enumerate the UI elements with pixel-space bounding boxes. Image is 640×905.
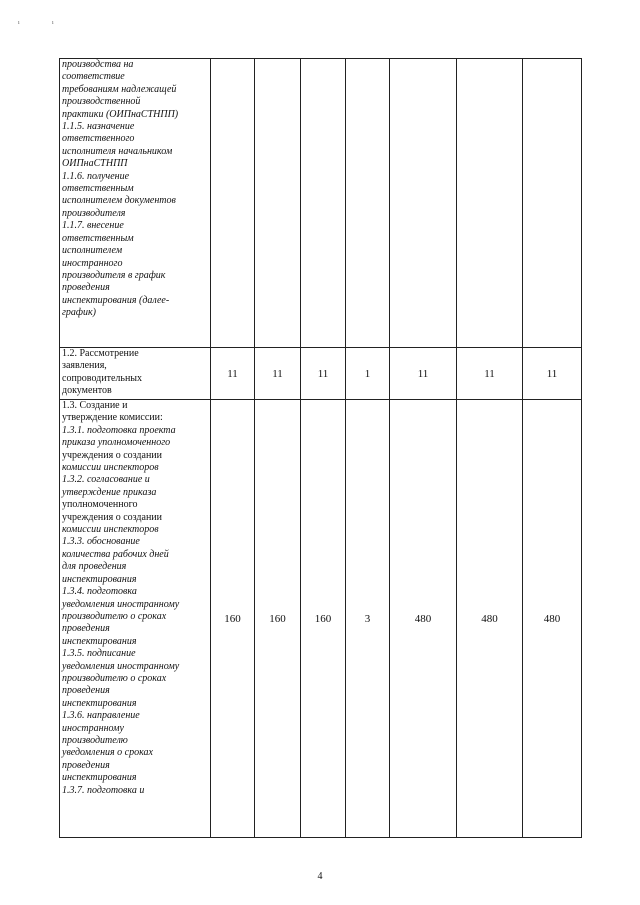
value-cell: 11 [523,348,582,400]
value-cell: 480 [390,400,457,838]
value-cell: 480 [457,400,523,838]
description-line: иностранному [62,722,124,734]
description-line: 1.3.2. согласование и [62,474,150,486]
description-line: 1.2. Рассмотрение [62,348,139,359]
value-cell: 160 [301,400,346,838]
stage-description-cell [60,400,211,838]
value-cell [301,59,346,348]
value-cell: 11 [255,348,301,400]
description-line: 1.1.5. назначение [62,121,135,133]
table-row [60,59,582,348]
description-line: инспектирования [62,697,137,709]
value-cell [390,59,457,348]
table-row [60,400,582,838]
description-line: проведения [62,685,110,697]
description-line: учреждения о создании [62,511,162,523]
description-line: 1.3. Создание и [62,400,128,411]
description-line: для проведения [62,561,127,573]
description-line: производителю о сроках [62,672,167,684]
description-line: производителю [62,734,128,746]
description-line: проведения [62,282,110,294]
description-line: 1.3.5. подписание [62,648,136,660]
description-line: документов [62,385,112,397]
value-cell [346,59,390,348]
description-line: ОИПнаСТНПП [62,158,128,170]
description-line: 1.3.3. обоснование [62,536,140,548]
description-line: уведомления иностранному [62,660,180,672]
description-line: 1.3.7. подготовка и [62,784,145,796]
description-line: проведения [62,759,110,771]
description-line: 1.1.6. получение [62,170,130,182]
value-cell: 3 [346,400,390,838]
description-line: исполнителем документов [62,195,176,207]
description-line: производителя [62,207,126,219]
description-line: проведения [62,623,110,635]
description-line: 1.3.4. подготовка [62,586,137,598]
description-line: 1.3.1. подготовка проекта [62,424,176,436]
description-line: иностранного [62,257,123,269]
description-line: инспектирования [62,573,137,585]
description-line: утверждение комиссии: [62,412,163,424]
description-line: сопроводительных [62,372,143,384]
description-line: инспектирования (далее- [62,294,170,306]
value-cell: 11 [390,348,457,400]
description-line: исполнителем [62,245,123,257]
description-line: соответствие [62,71,125,83]
description-line: комиссии инспекторов [62,524,159,536]
value-cell: 11 [301,348,346,400]
value-cell: 11 [211,348,255,400]
value-cell: 11 [457,348,523,400]
description-line: учреждения о создании [62,449,162,461]
stage-description-cell [60,59,211,348]
description-line: ответственным [62,232,134,244]
description-line: исполнителя начальником [62,145,173,157]
description-line: 1.3.6. направление [62,710,140,722]
value-cell [523,59,582,348]
cost-table [59,58,582,838]
description-line: ответственным [62,183,134,195]
page-number: 4 [317,871,323,882]
description-line: комиссии инспекторов [62,462,159,474]
description-line: требованиям надлежащей [62,83,177,95]
value-cell [211,59,255,348]
description-line: уполномоченного [62,499,138,511]
description-line: приказа уполномоченного [62,437,171,449]
description-line: количества рабочих дней [62,548,169,560]
scan-mark: ı [18,20,20,26]
stage-description-cell [60,348,211,400]
description-line: уведомления о сроках [62,747,153,759]
description-line: производственной [62,96,141,108]
value-cell: 160 [211,400,255,838]
table-body [60,59,582,838]
description-line: производителя в график [62,269,166,281]
description-line: утверждение приказа [62,486,157,498]
description-line: производства на [62,59,134,70]
value-cell: 160 [255,400,301,838]
table-row [60,348,582,400]
description-line: инспектирования [62,772,137,784]
value-cell [457,59,523,348]
description-line: инспектирования [62,635,137,647]
value-cell: 1 [346,348,390,400]
description-line: заявления, [62,360,107,372]
description-line: производителю о сроках [62,610,167,622]
value-cell [255,59,301,348]
description-line: уведомления иностранному [62,598,180,610]
description-line: график) [62,307,97,319]
scan-mark: ı [52,20,54,26]
value-cell: 480 [523,400,582,838]
description-line: ответственного [62,133,135,145]
description-line: практики (ОИПнаСТНПП) [62,108,179,120]
description-line: 1.1.7. внесение [62,220,124,232]
